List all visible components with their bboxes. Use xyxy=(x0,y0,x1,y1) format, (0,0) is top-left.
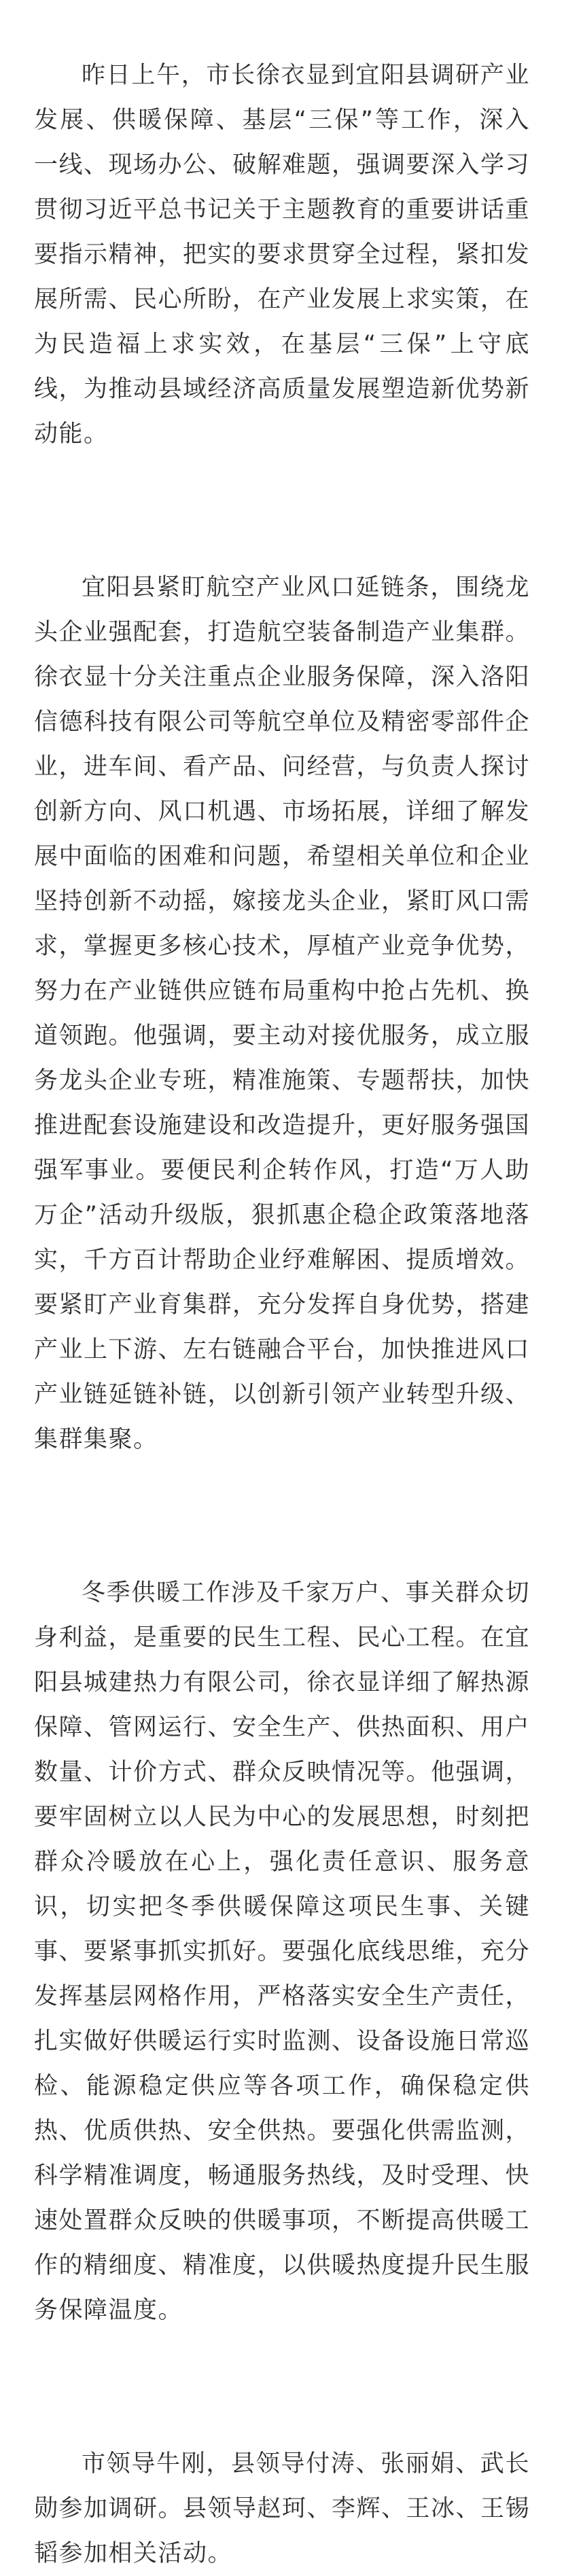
paragraph-mayor-visit: 昨日上午，市长徐衣显到宜阳县调研产业发展、供暖保障、基层“三保”等工作，深入一线、现场办公、破解难题，强调要深入学习贯彻习近平总书记关于主题教育的重要讲话重要指示精神，把实的要求贯穿全过程，紧扣发展所需、民心所盼，在产业发展上求实策，在为民造福上求实效，在基层“三保”上守底线，为推动县域经济高质量发展塑造新优势新动能。 xyxy=(34,62,531,448)
paragraph-attendees: 市领导牛刚，县领导付涛、张丽娟、武长勋参加调研。县领导赵珂、李辉、王冰、王锡韬参加相关活动。 xyxy=(34,2450,531,2567)
paragraph-aviation-industry: 宜阳县紧盯航空产业风口延链条，围绕龙头企业强配套，打造航空装备制造产业集群。徐衣显十分关注重点企业服务保障，深入洛阳信德科技有限公司等航空单位及精密零部件企业，进车间、看产品、问经营，与负责人探讨创新方向、风口机遇、市场拓展，详细了解发展中面临的困难和问题，希望相关单位和企业坚持创新不动摇，嫁接龙头企业，紧盯风口需求，掌握更多核心技术，厚植产业竞争优势，努力在产业链供应链布局重构中抢占先机、换道领跑。他强调，要主动对接优服务，成立服务龙头企业专班，精准施策、专题帮扶，加快推进配套设施建设和改造提升，更好服务强国强军事业。要便民利企转作风，打造“万人助万企”活动升级版，狠抓惠企稳企政策落地落实，千方百计帮助企业纾难解困、提质增效。要紧盯产业育集群，充分发挥自身优势，搭建产业上下游、左右链融合平台，加快推进风口产业链延链补链，以创新引领产业转型升级、集群集聚。 xyxy=(34,574,531,1453)
paragraph-winter-heating: 冬季供暖工作涉及千家万户、事关群众切身利益，是重要的民生工程、民心工程。在宜阳县城建热力有限公司，徐衣显详细了解热源保障、管网运行、安全生产、供热面积、用户数量、计价方式、群众反映情况等。他强调，要牢固树立以人民为中心的发展思想，时刻把群众冷暖放在心上，强化责任意识、服务意识，切实把冬季供暖保障这项民生事、关键事、要紧事抓实抓好。要强化底线思维，充分发挥基层网格作用，严格落实安全生产责任，扎实做好供暖运行实时监测、设备设施日常巡检、能源稳定供应等各项工作，确保稳定供热、优质供热、安全供热。要强化供需监测，科学精准调度，畅通服务热线，及时受理、快速处置群众反映的供暖事项，不断提高供暖工作的精细度、精准度，以供暖热度提升民生服务保障温度。 xyxy=(34,1579,531,2324)
